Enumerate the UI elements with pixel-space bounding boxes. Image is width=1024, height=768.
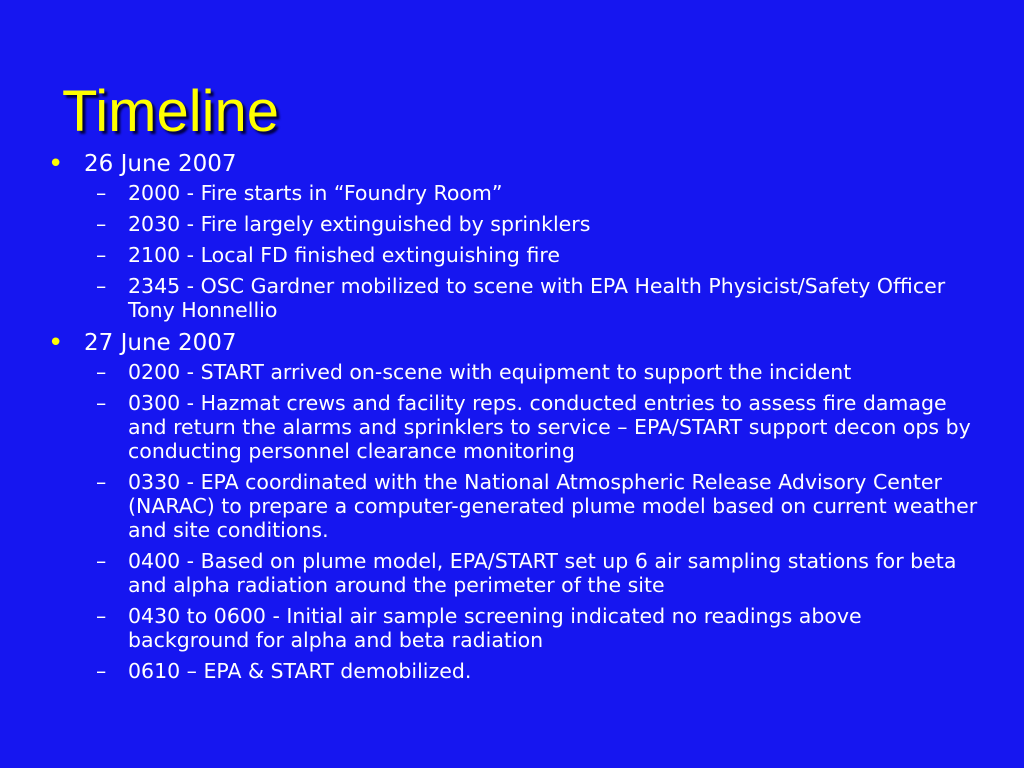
dash-icon: – <box>96 212 107 236</box>
timeline-entry-text: 0300 - Hazmat crews and facility reps. conducted entries to assess fire damage and return the alarms and sprinklers to service – EPA/START support decon ops by conducting personnel clearance monitoring <box>128 391 971 463</box>
timeline-entry-text: 2030 - Fire largely extinguished by sprinklers <box>128 212 591 236</box>
timeline-entry-text: 2345 - OSC Gardner mobilized to scene with EPA Health Physicist/Safety Officer Tony Honnellio <box>128 274 946 322</box>
timeline-entry <box>48 549 978 597</box>
timeline-entry <box>48 243 978 267</box>
timeline-entry-text: 0200 - START arrived on-scene with equipment to support the incident <box>128 360 852 384</box>
timeline-entry <box>48 274 978 322</box>
dash-icon: – <box>96 243 107 267</box>
section-june-27-items <box>48 360 978 683</box>
dash-icon: – <box>96 549 107 573</box>
timeline-entry <box>48 360 978 384</box>
timeline-entry <box>48 470 978 542</box>
timeline-entry-text: 2100 - Local FD finished extinguishing fire <box>128 243 560 267</box>
dash-icon: – <box>96 604 107 628</box>
timeline-entry-text: 0330 - EPA coordinated with the National Atmospheric Release Advisory Center (NARAC) to prepare a computer-generated plume model based on current weather and site conditions. <box>128 470 978 542</box>
bullet-icon: • <box>48 328 64 358</box>
timeline-entry-text: 0610 – EPA & START demobilized. <box>128 659 472 683</box>
section-june-27 <box>48 329 978 357</box>
timeline-entry-text: 0400 - Based on plume model, EPA/START set up 6 air sampling stations for beta and alpha radiation around the perimeter of the site <box>128 549 957 597</box>
section-heading: 26 June 2007 <box>84 151 237 177</box>
timeline-entry <box>48 181 978 205</box>
timeline-entry <box>48 604 978 652</box>
dash-icon: – <box>96 360 107 384</box>
section-june-26 <box>48 150 978 178</box>
timeline-entry <box>48 212 978 236</box>
dash-icon: – <box>96 470 107 494</box>
timeline-entry <box>48 659 978 683</box>
timeline-entry-text: 0430 to 0600 - Initial air sample screening indicated no readings above background for alpha and beta radiation <box>128 604 862 652</box>
section-june-26-items <box>48 181 978 322</box>
dash-icon: – <box>96 274 107 298</box>
dash-icon: – <box>96 181 107 205</box>
timeline-entry-text: 2000 - Fire starts in “Foundry Room” <box>128 181 503 205</box>
bullet-icon: • <box>48 149 64 179</box>
dash-icon: – <box>96 391 107 415</box>
timeline-entry <box>48 391 978 463</box>
dash-icon: – <box>96 659 107 683</box>
slide-body <box>48 146 978 690</box>
slide-title: Timeline <box>62 79 280 144</box>
section-heading: 27 June 2007 <box>84 330 237 356</box>
